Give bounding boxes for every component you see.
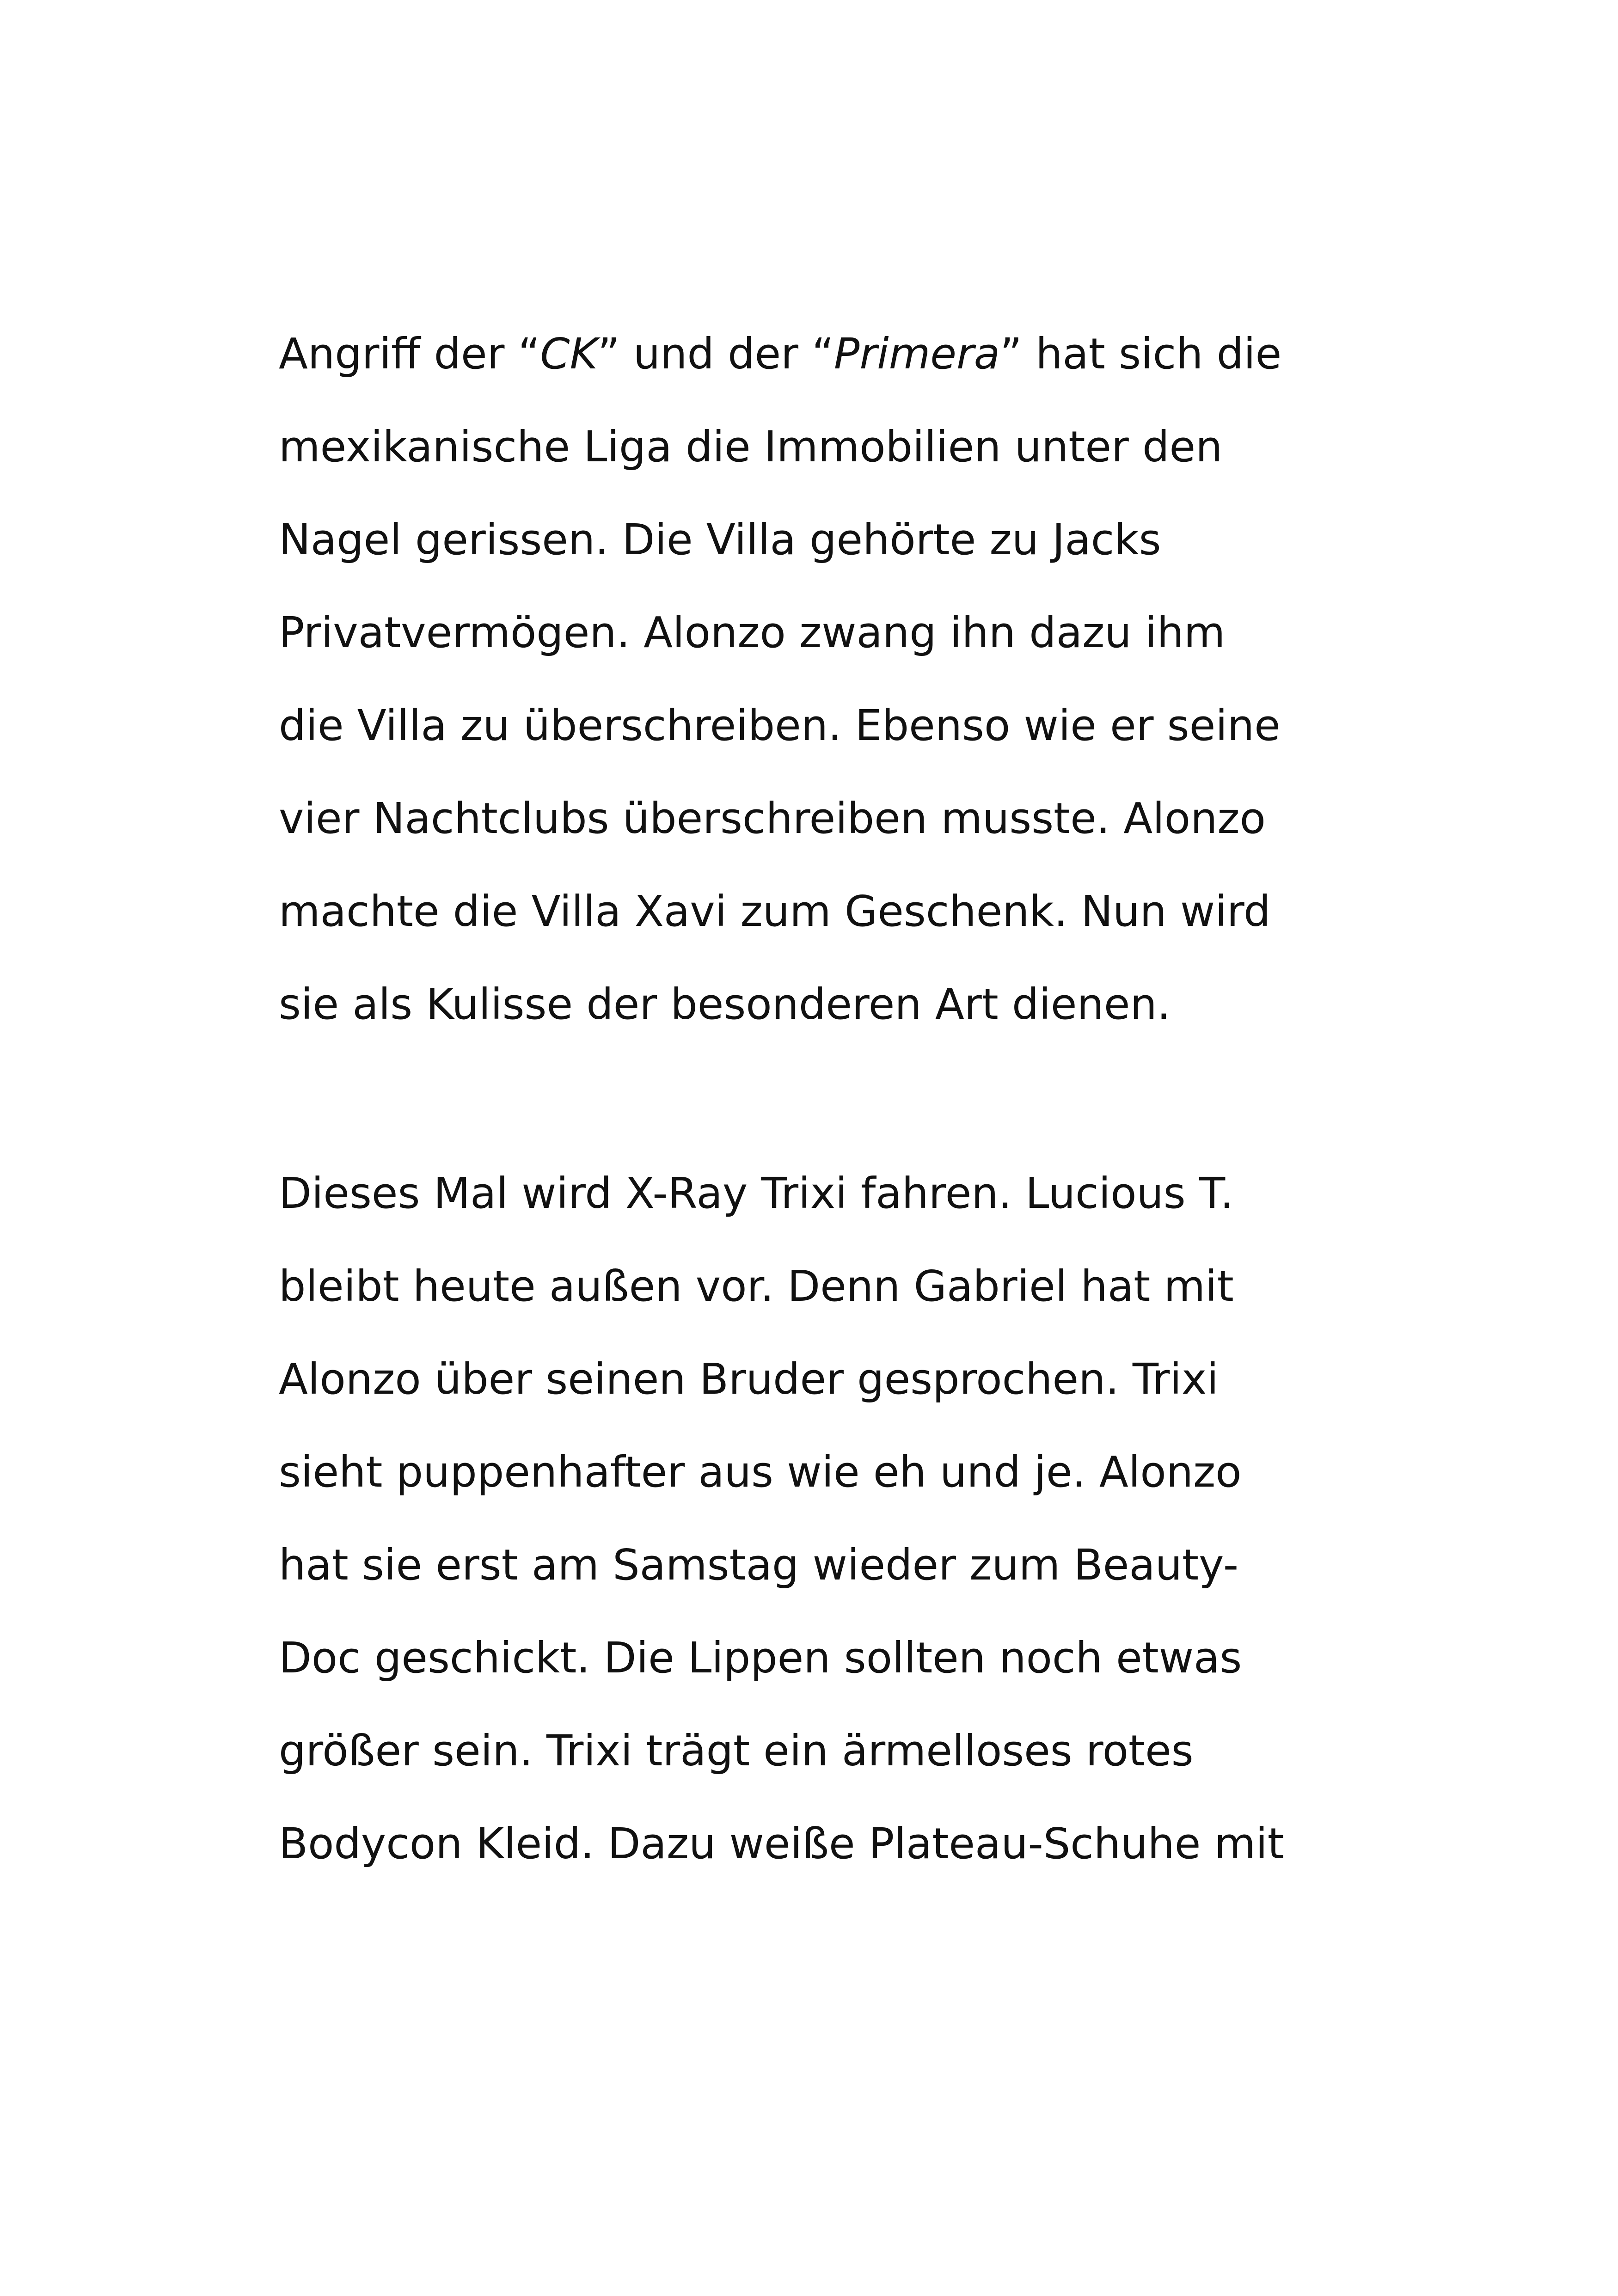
text-segment: ” hat sich die	[1000, 329, 1282, 379]
text-line: die Villa zu überschreiben. Ebenso wie er seine	[279, 701, 1281, 750]
text-line	[279, 307, 1388, 400]
text-segment: ” und der “	[597, 329, 834, 379]
text-line: Doc geschickt. Die Lippen sollten noch etwas	[279, 1633, 1242, 1683]
text-line: Dieses Mal wird X-Ray Trixi fahren. Lucious T.	[279, 1169, 1234, 1218]
paragraph-1	[279, 307, 1388, 1051]
text-line: Nagel gerissen. Die Villa gehörte zu Jacks	[279, 515, 1161, 564]
text-line: hat sie erst am Samstag wieder zum Beauty-	[279, 1540, 1239, 1590]
text-line: Privatvermögen. Alonzo zwang ihn dazu ihm	[279, 608, 1226, 657]
text-line: mexikanische Liga die Immobilien unter den	[279, 422, 1223, 471]
text-line: Alonzo über seinen Bruder gesprochen. Trixi	[279, 1354, 1219, 1404]
text-line: sieht puppenhafter aus wie eh und je. Alonzo	[279, 1447, 1242, 1497]
italic-segment: Primera	[834, 329, 1000, 379]
text-line: machte die Villa Xavi zum Geschenk. Nun wird	[279, 887, 1271, 936]
text-line: Bodycon Kleid. Dazu weiße Plateau-Schuhe mit	[279, 1819, 1284, 1868]
text-line: bleibt heute außen vor. Denn Gabriel hat mit	[279, 1261, 1234, 1311]
text-segment: Angriff der “	[279, 329, 540, 379]
text-line: größer sein. Trixi trägt ein ärmelloses rotes	[279, 1726, 1194, 1776]
text-line: vier Nachtclubs überschreiben musste. Alonzo	[279, 794, 1266, 843]
paragraph-2	[279, 1147, 1388, 1890]
text-line: sie als Kulisse der besonderen Art dienen.	[279, 980, 1171, 1029]
italic-segment: CK	[540, 329, 598, 379]
